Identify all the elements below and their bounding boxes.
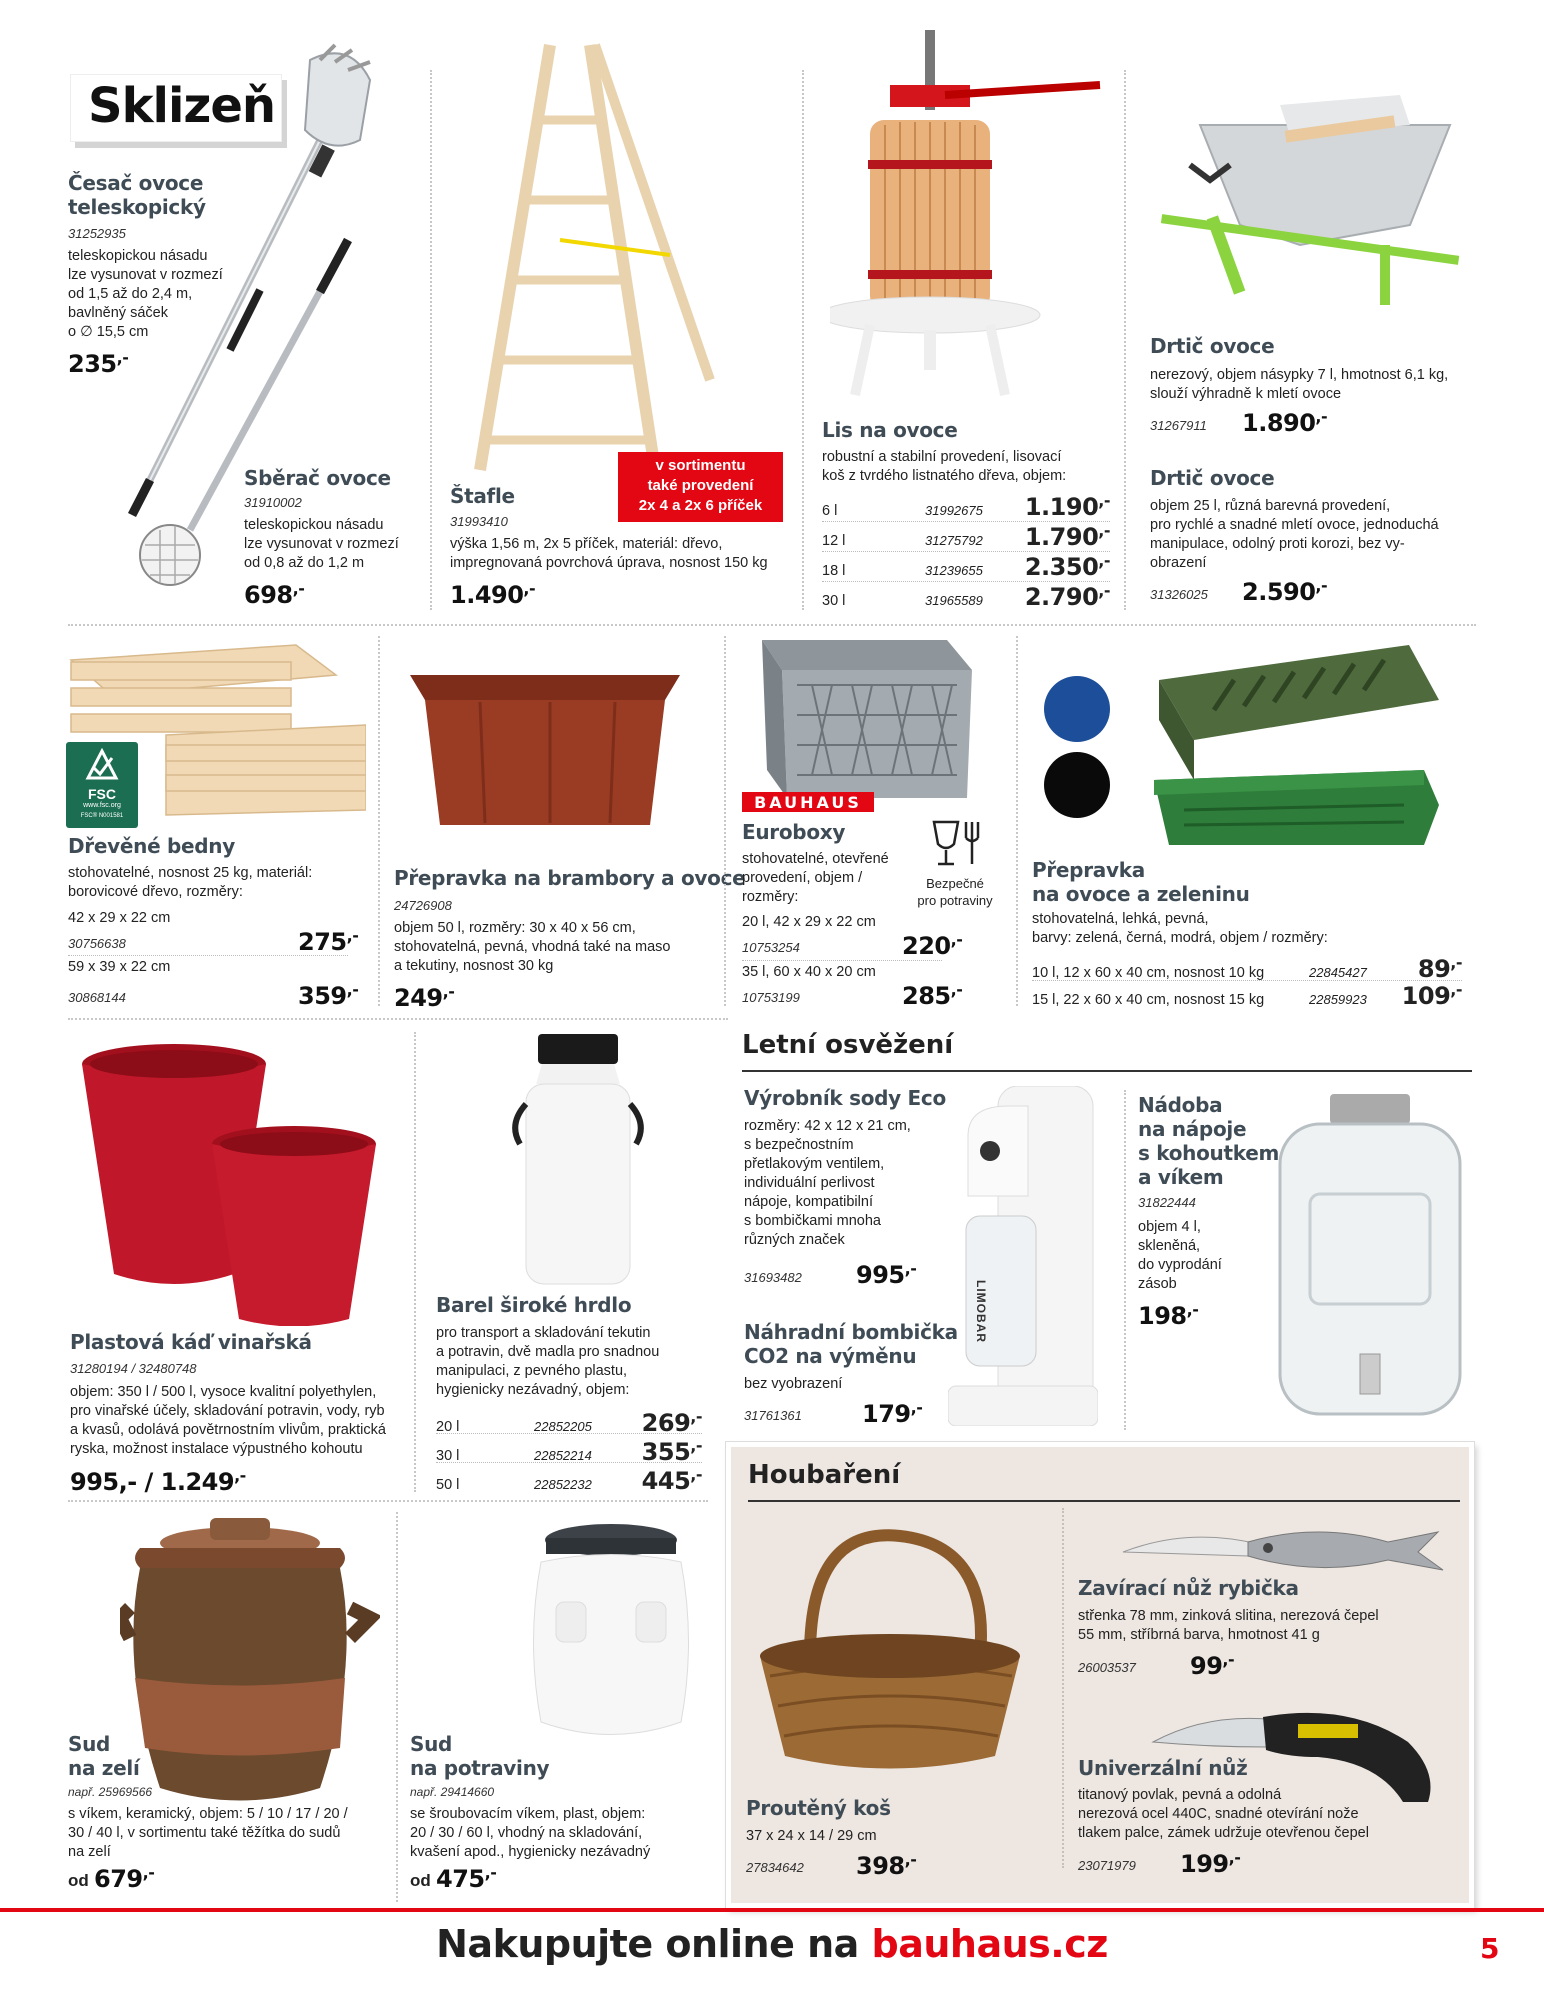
fruit-press-row (822, 581, 1110, 611)
fish-knife-code: 26003537 (1078, 1660, 1136, 1675)
vegetable-crate-desc-2: barvy: zelená, černá, modrá, objem / rozměry: (1032, 930, 1328, 946)
fruit-crusher-image (1160, 95, 1460, 305)
wine-tub-price: 995,- / 1.249 ,- (70, 1466, 246, 1496)
code: 22852205 (534, 1419, 592, 1434)
sauerkraut-crock-title-1: Sud (68, 1732, 111, 1756)
ladder-desc-1: výška 1,56 m, 2x 5 příček, materiál: dřevo, (450, 536, 723, 552)
universal-knife-desc-1: titanový povlak, pevná a odolná (1078, 1787, 1282, 1803)
size: 15 l, 22 x 60 x 40 cm, nosnost 15 kg (1032, 992, 1265, 1008)
wooden-crates-size-1: 42 x 29 x 22 cm (68, 910, 171, 926)
summer-section-heading: Letní osvěžení (742, 1030, 954, 1060)
fruit-gatherer-title: Sběrač ovoce (244, 466, 391, 490)
wicker-basket-price: 398 ,- (856, 1850, 916, 1880)
mushroom-section-rule (748, 1500, 1460, 1502)
ladder-desc-2: impregnovaná povrchová úprava, nosnost 150 kg (450, 555, 768, 571)
wide-barrel-desc-2: a potravin, dvě madla pro snadnou (436, 1344, 660, 1360)
soda-maker-code: 31693482 (744, 1270, 802, 1285)
volume: 30 l (822, 593, 846, 609)
vegetable-crate-desc-1: stohovatelná, lehká, pevná, (1032, 911, 1209, 927)
divider (436, 1462, 702, 1463)
code: 31965589 (925, 593, 983, 608)
color-swatch-blue (1044, 676, 1110, 742)
soda-maker-desc-4: individuální perlivost (744, 1175, 875, 1191)
fish-knife-image (1118, 1522, 1458, 1582)
wine-tub-code: 31280194 / 32480748 (70, 1361, 197, 1376)
fish-knife-desc-1: střenka 78 mm, zinková slitina, nerezová čepel (1078, 1608, 1379, 1624)
sauerkraut-crock-code: např. 25969566 (68, 1785, 153, 1799)
divider (802, 70, 804, 610)
divider (378, 636, 380, 1006)
fruit-press-title: Lis na ovoce (822, 418, 958, 442)
divider (436, 1433, 702, 1434)
summer-section-rule (742, 1070, 1472, 1072)
eurobox-desc-2: provedení, objem / (742, 870, 863, 886)
soda-maker-desc-7: různých značek (744, 1232, 845, 1248)
fruit-gatherer-desc-3: od 0,8 až do 1,2 m (244, 555, 365, 571)
wide-barrel-desc-4: hygienicky nezávadný, objem: (436, 1382, 630, 1398)
tree-check-icon (82, 748, 122, 784)
fruit-press-row (822, 551, 1110, 581)
co2-cartridge-title-1: Náhradní bombička (744, 1320, 958, 1344)
fruit-crusher-2-price: 2.590 ,- (1242, 576, 1327, 606)
wide-barrel-image (508, 1034, 648, 1288)
fruit-gatherer-code: 31910002 (244, 495, 302, 510)
fruit-press-row (822, 521, 1110, 551)
divider (1062, 1508, 1064, 1868)
drink-dispenser-desc-1: objem 4 l, (1138, 1219, 1201, 1235)
divider (430, 70, 432, 610)
divider (742, 960, 942, 961)
fruit-press-desc-1: robustní a stabilní provedení, lisovací (822, 449, 1062, 465)
ladder-image (470, 40, 730, 480)
drink-dispenser-code: 31822444 (1138, 1195, 1196, 1210)
soda-maker-brand: LIMOBAR (974, 1280, 988, 1343)
fruit-picker-price: 235 ,- (68, 348, 128, 378)
drink-dispenser-price: 198 ,- (1138, 1300, 1198, 1330)
divider (1016, 636, 1018, 1006)
drink-dispenser-image (1270, 1094, 1470, 1424)
fsc-logo-code: FSC® N001581 (80, 813, 124, 819)
footer-text: Nakupujte online na (436, 1922, 872, 1966)
eurobox-code-2: 10753199 (742, 990, 800, 1005)
code: 22852214 (534, 1448, 592, 1463)
page-number: 5 (1480, 1932, 1500, 1965)
fruit-picker-title-2: teleskopický (68, 195, 206, 219)
fish-knife-title: Zavírací nůž rybička (1078, 1576, 1299, 1600)
food-barrel-price-prefix: od (410, 1871, 431, 1890)
co2-cartridge-price: 179 ,- (862, 1398, 922, 1428)
ladder-badge-line-1: v sortimentu (655, 457, 746, 474)
eurobox-image (752, 640, 974, 800)
wooden-crates-code-1: 30756638 (68, 936, 126, 951)
food-barrel-image (526, 1522, 696, 1742)
sauerkraut-crock-desc-3: na zelí (68, 1844, 111, 1860)
wooden-crates-size-2: 59 x 39 x 22 cm (68, 959, 171, 975)
wine-tub-desc-4: ryska, možnost instalace výpustného kohoutu (70, 1441, 363, 1457)
mushroom-section-heading: Houbaření (748, 1460, 901, 1490)
volume: 18 l (822, 563, 846, 579)
fruit-press-desc-2: koš z tvrdého listnatého dřeva, objem: (822, 468, 1067, 484)
food-barrel-desc-2: 20 / 30 / 60 l, vhodný na skladování, (410, 1825, 643, 1841)
eurobox-price-1: 220 ,- (902, 930, 962, 960)
price: 269 ,- (618, 1407, 702, 1437)
volume: 20 l (436, 1419, 460, 1435)
universal-knife-code: 23071979 (1078, 1858, 1136, 1873)
price: 2.790 ,- (1005, 581, 1110, 611)
wooden-crates-title: Dřevěné bedny (68, 834, 235, 858)
potato-crate-title: Přepravka na brambory a ovoce (394, 866, 746, 890)
wicker-basket-desc: 37 x 24 x 14 / 29 cm (746, 1828, 877, 1844)
drink-dispenser-title-3: s kohoutkem (1138, 1141, 1280, 1165)
wide-barrel-title: Barel široké hrdlo (436, 1293, 632, 1317)
food-safe-label-1: Bezpečné (926, 876, 984, 891)
fruit-crusher-2-code: 31326025 (1150, 587, 1208, 602)
divider (68, 1018, 728, 1020)
fruit-picker-code: 31252935 (68, 226, 126, 241)
eurobox-price-2: 285 ,- (902, 980, 962, 1010)
food-barrel-price: 475 ,- (436, 1863, 496, 1893)
potato-crate-code: 24726908 (394, 898, 452, 913)
sauerkraut-crock-desc-1: s víkem, keramický, objem: 5 / 10 / 17 / 20 / (68, 1806, 348, 1822)
soda-maker-title: Výrobník sody Eco (744, 1086, 946, 1110)
fruit-crusher-2-desc-1: objem 25 l, různá barevná provedení, (1150, 498, 1391, 514)
drink-dispenser-title-1: Nádoba (1138, 1093, 1223, 1117)
potato-crate-desc-2: stohovatelná, pevná, vhodná také na maso (394, 939, 671, 955)
sauerkraut-crock-image (120, 1518, 380, 1808)
fruit-picker-desc-5: o ∅ 15,5 cm (68, 324, 149, 340)
sauerkraut-crock-price-prefix: od (68, 1871, 89, 1890)
volume: 6 l (822, 503, 838, 519)
wooden-crates-price-2: 359 ,- (298, 980, 358, 1010)
food-barrel-desc-1: se šroubovacím víkem, plast, objem: (410, 1806, 646, 1822)
section-title: Sklizeň (88, 78, 276, 134)
food-barrel-desc-3: kvašení apod., hygienicky nezávadný (410, 1844, 651, 1860)
code: 22852232 (534, 1477, 592, 1492)
divider (68, 1500, 708, 1502)
color-swatch-black (1044, 752, 1110, 818)
soda-maker-desc-3: přetlakovým ventilem, (744, 1156, 885, 1172)
divider (414, 1032, 416, 1492)
wooden-crates-code-2: 30868144 (68, 990, 126, 1005)
footer-rule (0, 1908, 1544, 1912)
fruit-crusher-2-desc-3: manipulace, odolný proti korozi, bez vy- (1150, 536, 1405, 552)
vegetable-crate-row (1032, 953, 1462, 983)
footer-site-link[interactable]: bauhaus.cz (871, 1922, 1108, 1966)
co2-cartridge-desc: bez vyobrazení (744, 1376, 843, 1392)
volume: 30 l (436, 1448, 460, 1464)
sauerkraut-crock-title-2: na zelí (68, 1756, 140, 1780)
price: 1.790 ,- (1005, 521, 1110, 551)
wine-tub-image (74, 1044, 404, 1326)
fish-knife-price: 99 ,- (1190, 1650, 1234, 1680)
fruit-crusher-1-desc-1: nerezový, objem násypky 7 l, hmotnost 6,1 kg, (1150, 367, 1449, 383)
fruit-picker-title-1: Česač ovoce (68, 171, 204, 195)
fsc-logo-url: www.fsc.org (83, 802, 121, 809)
sauerkraut-crock-desc-2: 30 / 40 l, v sortimentu také těžítka do sudů (68, 1825, 341, 1841)
code: 31239655 (925, 563, 983, 578)
eurobox-size-1: 20 l, 42 x 29 x 22 cm (742, 914, 876, 930)
co2-cartridge-title-2: CO2 na výměnu (744, 1344, 917, 1368)
wide-barrel-row (436, 1465, 702, 1495)
eurobox-size-2: 35 l, 60 x 40 x 20 cm (742, 964, 876, 980)
fruit-picker-desc-1: teleskopickou násadu (68, 248, 208, 264)
volume: 12 l (822, 533, 846, 549)
wicker-basket-code: 27834642 (746, 1860, 804, 1875)
fruit-crusher-2-desc-4: obrazení (1150, 555, 1207, 571)
fruit-gatherer-price: 698 ,- (244, 579, 304, 609)
eurobox-title: Euroboxy (742, 820, 846, 844)
potato-crate-desc-1: objem 50 l, rozměry: 30 x 40 x 56 cm, (394, 920, 636, 936)
soda-maker-desc-2: s bezpečnostním (744, 1137, 854, 1153)
bauhaus-logo-text: BAUHAUS (754, 793, 862, 812)
divider (724, 636, 726, 1006)
soda-maker-desc-5: nápoje, kompatibilní (744, 1194, 873, 1210)
ladder-price: 1.490 ,- (450, 579, 535, 609)
wooden-crates-desc-1: stohovatelné, nosnost 25 kg, materiál: (68, 865, 313, 881)
fruit-crusher-1-desc-2: slouží výhradně k mletí ovoce (1150, 386, 1342, 402)
universal-knife-title: Univerzální nůž (1078, 1756, 1248, 1780)
drink-dispenser-desc-4: zásob (1138, 1276, 1177, 1292)
fruit-picker-desc-4: bavlněný sáček (68, 305, 168, 321)
universal-knife-desc-2: nerezová ocel 440C, snadné otevírání nože (1078, 1806, 1359, 1822)
universal-knife-desc-3: tlakem palce, zámek udržuje otevřenou čepel (1078, 1825, 1369, 1841)
wicker-basket-image (750, 1516, 1030, 1776)
wine-tub-desc-2: pro vinařské účely, skladování potravin, vody, ryb (70, 1403, 385, 1419)
wide-barrel-desc-3: manipulaci, z pevného plastu, (436, 1363, 628, 1379)
sauerkraut-crock-price: 679 ,- (94, 1863, 154, 1893)
potato-crate-image (410, 670, 690, 830)
price: 445 ,- (618, 1465, 702, 1495)
drink-dispenser-desc-3: do vyprodání (1138, 1257, 1222, 1273)
universal-knife-price: 199 ,- (1180, 1848, 1240, 1878)
fruit-crusher-1-title: Drtič ovoce (1150, 334, 1275, 358)
food-barrel-code: např. 29414660 (410, 1785, 495, 1799)
price: 1.190 ,- (1005, 491, 1110, 521)
eurobox-code-1: 10753254 (742, 940, 800, 955)
price: 2.350 ,- (1005, 551, 1110, 581)
wide-barrel-desc-1: pro transport a skladování tekutin (436, 1325, 651, 1341)
code: 22859923 (1309, 992, 1367, 1007)
vegetable-crate-title-1: Přepravka (1032, 858, 1145, 882)
price: 89 ,- (1392, 953, 1462, 983)
ladder-code: 31993410 (450, 514, 508, 529)
ladder-badge-line-2: také provedení (647, 477, 754, 494)
divider (68, 624, 1476, 626)
footer-cta[interactable] (0, 1922, 1544, 1966)
fruit-picker-desc-3: od 1,5 až do 2,4 m, (68, 286, 193, 302)
fruit-press-image (830, 30, 1110, 400)
co2-cartridge-code: 31761361 (744, 1408, 802, 1423)
potato-crate-price: 249 ,- (394, 982, 454, 1012)
food-barrel-title-2: na potraviny (410, 1756, 550, 1780)
ladder-title: Štafle (450, 484, 515, 508)
eurobox-desc-3: rozměry: (742, 889, 799, 905)
divider (68, 955, 348, 956)
fsc-logo-text: FSC (88, 786, 116, 802)
size: 10 l, 12 x 60 x 40 cm, nosnost 10 kg (1032, 965, 1265, 981)
vegetable-crate-row (1032, 980, 1462, 1010)
wine-tub-desc-3: a kvasů, odolává povětrnostním vlivům, praktická (70, 1422, 386, 1438)
soda-maker-price: 995 ,- (856, 1259, 916, 1289)
divider (1124, 70, 1126, 610)
food-safe-label-2: pro potraviny (917, 893, 993, 908)
wine-tub-desc-1: objem: 350 l / 500 l, vysoce kvalitní polyethylen, (70, 1384, 377, 1400)
fruit-crusher-2-title: Drtič ovoce (1150, 466, 1275, 490)
wooden-crates-price-1: 275 ,- (298, 926, 358, 956)
fruit-gatherer-desc-2: lze vysunovat v rozmezí (244, 536, 399, 552)
ladder-badge-line-3: 2x 4 a 2x 6 příček (638, 497, 763, 514)
code: 22845427 (1309, 965, 1367, 980)
drink-dispenser-title-2: na nápoje (1138, 1117, 1247, 1141)
potato-crate-desc-3: a tekutiny, nosnost 30 kg (394, 958, 554, 974)
food-safe-icon (928, 818, 984, 870)
eurobox-desc-1: stohovatelné, otevřené (742, 851, 889, 867)
divider (1124, 1090, 1126, 1430)
fruit-picker-desc-2: lze vysunovat v rozmezí (68, 267, 223, 283)
vegetable-crate-title-2: na ovoce a zeleninu (1032, 882, 1250, 906)
drink-dispenser-desc-2: skleněná, (1138, 1238, 1201, 1254)
wine-tub-title: Plastová káď vinařská (70, 1330, 312, 1354)
drink-dispenser-title-4: a víkem (1138, 1165, 1224, 1189)
fruit-press-row (822, 491, 1110, 521)
fruit-crusher-1-price: 1.890 ,- (1242, 407, 1327, 437)
price: 109 ,- (1392, 980, 1462, 1010)
soda-maker-image (948, 1086, 1098, 1426)
code: 31275792 (925, 533, 983, 548)
fish-knife-desc-2: 55 mm, stříbrná barva, hmotnost 41 g (1078, 1627, 1320, 1643)
wicker-basket-title: Proutěný koš (746, 1796, 891, 1820)
vegetable-crate-image (1154, 640, 1444, 850)
price: 355 ,- (618, 1436, 702, 1466)
soda-maker-desc-1: rozměry: 42 x 12 x 21 cm, (744, 1118, 911, 1134)
code: 31992675 (925, 503, 983, 518)
fruit-crusher-1-code: 31267911 (1150, 418, 1207, 433)
divider (396, 1512, 398, 1902)
food-barrel-title-1: Sud (410, 1732, 453, 1756)
volume: 50 l (436, 1477, 460, 1493)
fruit-gatherer-desc-1: teleskopickou násadu (244, 517, 384, 533)
soda-maker-desc-6: s bombičkami mnoha (744, 1213, 881, 1229)
wooden-crates-desc-2: borovicové dřevo, rozměry: (68, 884, 243, 900)
fruit-crusher-2-desc-2: pro rychlé a snadné mletí ovoce, jednoduchá (1150, 517, 1439, 533)
